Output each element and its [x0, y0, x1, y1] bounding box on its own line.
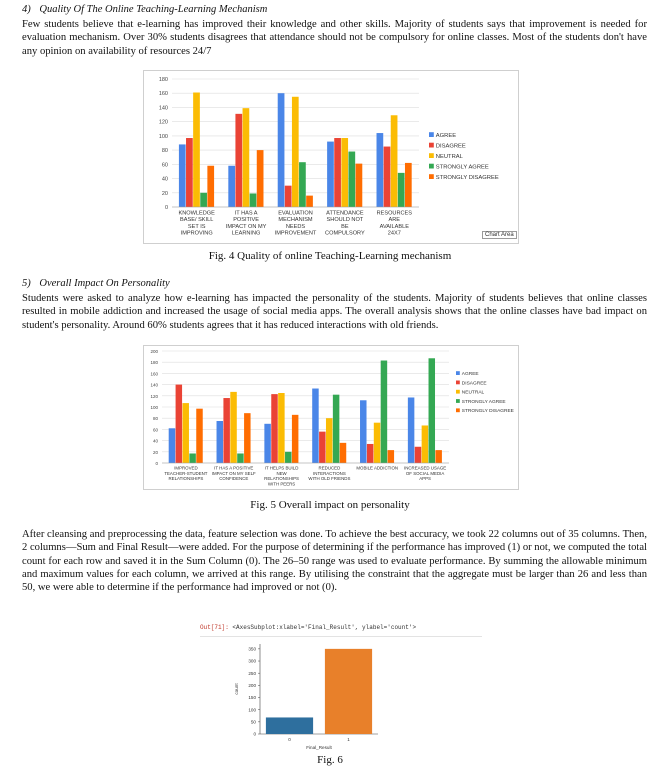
fig5-y-tick-label: 40 — [152, 438, 158, 444]
fig5-bar — [176, 385, 182, 463]
figure-5-svg — [144, 346, 518, 489]
figure-5-caption: Fig. 5 Overall impact on personality — [250, 499, 410, 511]
fig5-category-label: MOBILE ADDICTION — [356, 465, 399, 471]
fig4-legend-label: STRONGLY DISAGREE — [435, 175, 499, 181]
fig5-bar — [381, 361, 387, 463]
fig5-bar — [408, 397, 414, 463]
fig5-bar — [333, 395, 339, 463]
fig4-y-tick-label: 140 — [158, 105, 168, 112]
fig5-bar — [189, 453, 195, 463]
fig4-bar — [228, 166, 235, 207]
fig4-y-tick-label: 180 — [158, 77, 168, 83]
fig4-bar — [327, 142, 334, 207]
fig5-y-tick-label: 140 — [150, 382, 158, 388]
fig4-category-label: NEEDS — [285, 223, 306, 230]
fig4-category-label: SHOULD NOT — [326, 217, 364, 224]
fig4-bar — [292, 97, 299, 207]
fig4-bar — [207, 166, 214, 207]
fig5-bar — [312, 389, 318, 463]
figure-5-chart — [143, 345, 519, 490]
fig6-y-tick-label: 350 — [248, 646, 256, 652]
fig6-y-tick-label: 50 — [250, 719, 256, 725]
fig5-category-label: WITH PEERS — [267, 481, 296, 487]
fig6-y-tick-label: 200 — [248, 682, 256, 688]
fig5-bar — [196, 409, 202, 463]
fig5-y-tick-label: 60 — [152, 427, 158, 433]
fig4-legend-label: NEUTRAL — [435, 154, 463, 160]
fig5-bar — [271, 394, 277, 463]
fig5-y-tick-label: 80 — [152, 416, 158, 422]
fig5-category-label: IT HAS A POSITIVE — [214, 465, 254, 471]
notebook-divider — [200, 636, 482, 637]
figure-6-svg — [228, 638, 388, 756]
fig4-category-label: EVALUATION — [278, 210, 313, 217]
fig5-bar — [292, 415, 298, 463]
figure-4-caption: Fig. 4 Quality of online Teaching-Learning mechanism — [208, 250, 452, 262]
fig5-category-label: OF SOCIAL MEDIA — [405, 470, 445, 476]
fig4-category-label: IT HAS A — [234, 210, 258, 217]
fig5-category-label: REDUCED — [318, 465, 341, 471]
fig5-bar — [340, 443, 346, 463]
fig4-bar — [278, 93, 285, 207]
fig4-bar — [356, 164, 363, 207]
fig4-bar — [179, 144, 186, 207]
fig4-legend-label: STRONGLY AGREE — [435, 164, 489, 171]
fig4-bar — [384, 147, 391, 207]
fig4-bar — [186, 138, 193, 207]
fig5-bar — [230, 392, 236, 463]
fig4-y-tick-label: 160 — [158, 91, 168, 98]
fig4-y-tick-label: 20 — [161, 190, 168, 197]
fig5-category-label: IMPROVED — [174, 465, 198, 471]
fig5-y-tick-label: 0 — [155, 461, 158, 466]
fig4-bar — [377, 133, 384, 207]
fig6-y-tick-label: 0 — [253, 731, 256, 737]
fig5-legend-swatch — [456, 381, 460, 385]
fig4-bar — [200, 193, 207, 207]
fig6-y-tick-label: 300 — [248, 658, 256, 664]
fig5-legend-label: STRONGLY AGREE — [461, 399, 506, 405]
fig4-category-label: IMPROVEMENT — [274, 230, 317, 237]
notebook-output-cell — [200, 624, 482, 754]
fig4-category-label: ATTENDANCE — [326, 210, 364, 217]
fig5-legend-label: DISAGREE — [461, 381, 487, 387]
fig5-y-tick-label: 160 — [150, 371, 158, 377]
fig5-bar — [237, 453, 243, 463]
fig4-bar — [235, 114, 242, 207]
fig6-y-axis-label: count — [234, 683, 239, 695]
fig4-legend-swatch — [429, 153, 434, 158]
fig5-category-label: RELATIONSHIPS — [264, 476, 299, 482]
fig5-category-label: WITH OLD FRIENDS — [308, 476, 351, 482]
fig5-category-label: RELATIONSHIPS — [168, 476, 204, 482]
fig4-category-label: BASE/ SKILL — [180, 217, 214, 224]
fig5-category-label: APPS — [419, 476, 431, 482]
chart-area-label: Chart Area — [482, 231, 517, 239]
fig5-bar — [415, 447, 421, 463]
fig5-bar — [319, 432, 325, 463]
fig4-y-tick-label: 40 — [161, 176, 168, 183]
fig5-category-label: IMPACT ON MY SELF — [211, 470, 256, 476]
fig4-bar — [306, 196, 313, 207]
fig4-bar — [405, 163, 412, 207]
fig4-bar — [250, 193, 257, 207]
fig5-bar — [182, 403, 188, 463]
fig4-legend-swatch — [429, 132, 434, 137]
fig5-y-tick-label: 20 — [152, 449, 158, 455]
fig5-bar — [244, 413, 250, 463]
fig4-bar — [257, 150, 264, 207]
fig4-bar — [341, 138, 348, 207]
fig6-bar — [325, 649, 372, 734]
figure-4-svg — [144, 71, 518, 243]
fig4-bar — [348, 152, 355, 207]
fig5-legend-label: AGREE — [461, 372, 479, 377]
fig5-bar — [360, 400, 366, 463]
fig4-category-label: IMPACT ON MY — [225, 223, 267, 230]
fig4-category-label: MECHANISM — [278, 217, 313, 224]
section-5-paragraph: Students were asked to analyze how e-learning has impacted the personality of the students. Majority of students believes that online classes resulted in mobile addiction and increased the usage of social media apps. The overall analysis shows that the online classes have bad impact on student's personality. Around 60% students agrees that it has reduced interactions with old friends. — [22, 293, 647, 331]
fig4-y-tick-label: 80 — [161, 148, 168, 155]
fig5-y-tick-label: 180 — [150, 360, 158, 366]
fig6-y-tick-label: 150 — [248, 695, 256, 701]
fig4-bar — [243, 108, 250, 207]
fig4-category-label: BE — [341, 223, 349, 230]
fig5-category-label: INTERACTIONS — [313, 470, 346, 476]
fig6-x-tick-label: 0 — [288, 737, 291, 742]
notebook-output-line — [200, 624, 416, 631]
fig4-category-label: KNOWLEDGE — [178, 210, 215, 217]
fig4-y-tick-label: 60 — [161, 162, 168, 169]
fig4-category-label: 24X7 — [387, 230, 401, 237]
fig4-bar — [391, 115, 398, 207]
fig6-bar — [266, 717, 313, 734]
fig4-legend-swatch — [429, 143, 434, 148]
section-4-title: Quality Of The Online Teaching-Learning Mechanism — [39, 4, 268, 15]
fig5-legend-swatch — [456, 408, 460, 412]
fig5-bar — [326, 418, 332, 463]
fig5-bar — [223, 398, 229, 463]
fig5-bar — [435, 450, 441, 463]
fig4-bar — [285, 186, 292, 207]
fig5-category-label: INCREASED USAGE — [403, 465, 447, 471]
fig5-bar — [278, 393, 284, 463]
fig5-bar — [169, 428, 175, 463]
section-4-paragraph: Few students believe that e-learning has improved their knowledge and other skills. Majority of students says that improvement is needed for evaluation mechanism. Over 30% students disagrees that attendance should not be compulsory for online classes. Most of the students don't have any opinion on availability of resources 24/7 — [22, 19, 647, 57]
notebook-prompt: Out[71]: — [200, 624, 229, 631]
figure-4-chart — [143, 70, 519, 244]
section-5-title: Overall Impact On Personality — [39, 278, 170, 289]
fig4-y-tick-label: 120 — [158, 119, 168, 126]
fig4-y-tick-label: 0 — [164, 205, 168, 211]
fig5-bar — [264, 424, 270, 463]
section-5-heading — [22, 278, 170, 289]
fig5-bar — [285, 452, 291, 463]
section-5-number: 5) — [22, 278, 31, 289]
fig6-y-tick-label: 100 — [248, 707, 256, 713]
fig6-x-tick-label: 1 — [347, 737, 350, 742]
fig4-category-label: LEARNING — [231, 230, 261, 237]
fig4-bar — [299, 162, 306, 207]
fig5-bar — [374, 423, 380, 463]
fig4-category-label: AVAILABLE — [379, 223, 409, 230]
figure-6-caption: Fig. 6 — [317, 754, 343, 766]
notebook-output-text: <AxesSubplot:xlabel='Final_Result', ylabel='count'> — [232, 624, 417, 631]
fig5-bar — [388, 450, 394, 463]
fig5-bar — [422, 425, 428, 463]
fig6-x-axis-label: Final_Result — [306, 745, 332, 750]
fig5-legend-swatch — [456, 399, 460, 403]
section-4-heading — [22, 4, 267, 15]
fig5-category-label: NEW — [276, 470, 287, 476]
fig4-category-label: POSITIVE — [233, 217, 260, 224]
fig4-category-label: IMPROVING — [180, 230, 213, 237]
fig4-y-tick-label: 100 — [158, 133, 168, 140]
fig6-y-tick-label: 250 — [248, 670, 256, 676]
fig4-category-label: RESOURCES — [376, 210, 413, 217]
fig5-category-label: IT HELPS BUILD — [264, 465, 299, 471]
fig4-category-label: COMPULSORY — [325, 230, 365, 237]
fig4-bar — [398, 173, 405, 207]
fig5-y-tick-label: 120 — [150, 393, 158, 399]
fig4-bar — [193, 93, 200, 207]
fig5-category-label: CONFIDENCE — [219, 476, 249, 482]
fig4-category-label: ARE — [388, 217, 401, 224]
fig4-legend-label: DISAGREE — [435, 143, 466, 150]
fig5-bar — [367, 444, 373, 463]
fig5-category-label: TEACHER-STUDENT — [164, 470, 208, 476]
section-4-number: 4) — [22, 4, 31, 15]
fig4-legend-label: AGREE — [435, 133, 457, 139]
fig5-legend-swatch — [456, 371, 460, 375]
fig4-legend-swatch — [429, 174, 434, 179]
fig5-y-tick-label: 200 — [150, 349, 158, 354]
fig5-bar — [217, 421, 223, 463]
fig4-legend-swatch — [429, 164, 434, 169]
fig5-bar — [429, 358, 435, 463]
results-paragraph: After cleansing and preprocessing the data, feature selection was done. To achieve the best accuracy, we took 22 columns out of 35 columns. Then, 2 columns—Sum and Final Result—were added. For the purpose of determining if the performance has improved (1) or not, we computed the total count for each row and saved it in the Sum Column (0). The 26–50 range was used to evaluate performance. By summing the allowable minimum and maximum values for each column, we arrived at this range. By utilising the constraint that the aggregate must be larger than 26 and less than 50, we were able to determine if the performance had improved or not (0). — [22, 529, 647, 594]
fig5-legend-label: STRONGLY DISAGREE — [461, 409, 514, 415]
fig5-legend-swatch — [456, 390, 460, 394]
fig4-category-label: SET IS — [187, 223, 206, 230]
fig5-legend-label: NEUTRAL — [461, 390, 485, 396]
fig5-y-tick-label: 100 — [150, 405, 158, 410]
fig4-bar — [334, 138, 341, 207]
